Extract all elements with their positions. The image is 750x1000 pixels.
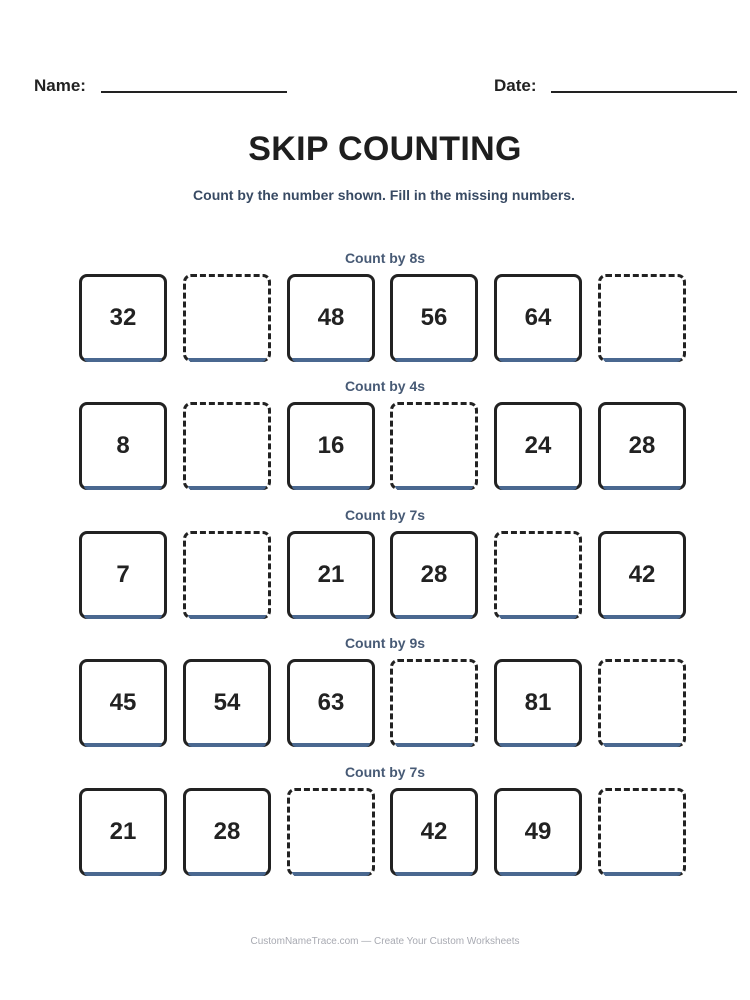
box-accent bbox=[188, 743, 266, 747]
number-box bbox=[287, 531, 375, 619]
box-accent bbox=[603, 358, 681, 362]
box-number: 32 bbox=[109, 304, 137, 331]
box-number: 8 bbox=[116, 432, 130, 459]
box-accent bbox=[395, 486, 473, 490]
number-box bbox=[183, 659, 271, 747]
number-row bbox=[79, 274, 691, 369]
section-label: Count by 4s bbox=[344, 378, 426, 394]
count-section bbox=[0, 506, 750, 588]
box-number bbox=[186, 405, 268, 487]
box-number bbox=[290, 791, 372, 873]
answer-box-blank[interactable] bbox=[183, 531, 271, 619]
box-number: 42 bbox=[628, 561, 656, 588]
box-number: 7 bbox=[116, 561, 130, 588]
count-section bbox=[0, 249, 750, 331]
box-number: 63 bbox=[317, 689, 345, 716]
number-row bbox=[79, 659, 691, 754]
number-box bbox=[494, 788, 582, 876]
answer-box-blank[interactable] bbox=[390, 659, 478, 747]
number-box bbox=[598, 402, 686, 490]
box-number: 56 bbox=[420, 304, 448, 331]
box-number: 24 bbox=[524, 432, 552, 459]
box-number: 21 bbox=[317, 561, 345, 588]
section-label: Count by 7s bbox=[344, 507, 426, 523]
number-box bbox=[390, 788, 478, 876]
date-line[interactable] bbox=[551, 91, 737, 93]
number-box bbox=[287, 402, 375, 490]
box-accent bbox=[188, 872, 266, 876]
box-accent bbox=[84, 615, 162, 619]
box-number bbox=[186, 534, 268, 616]
box-accent bbox=[84, 358, 162, 362]
number-box bbox=[79, 788, 167, 876]
number-box bbox=[390, 531, 478, 619]
box-accent bbox=[188, 358, 266, 362]
box-accent bbox=[292, 615, 370, 619]
number-box bbox=[79, 274, 167, 362]
number-row bbox=[79, 402, 691, 497]
number-box bbox=[494, 274, 582, 362]
section-label: Count by 7s bbox=[344, 764, 426, 780]
box-accent bbox=[292, 486, 370, 490]
box-number: 81 bbox=[524, 689, 552, 716]
box-number bbox=[186, 277, 268, 359]
box-number: 45 bbox=[109, 689, 137, 716]
box-number: 42 bbox=[420, 818, 448, 845]
box-accent bbox=[395, 615, 473, 619]
number-box bbox=[287, 274, 375, 362]
box-accent bbox=[395, 743, 473, 747]
box-number: 16 bbox=[317, 432, 345, 459]
box-accent bbox=[84, 743, 162, 747]
box-number bbox=[393, 662, 475, 744]
box-accent bbox=[395, 872, 473, 876]
number-box bbox=[183, 788, 271, 876]
box-number: 48 bbox=[317, 304, 345, 331]
box-accent bbox=[499, 615, 577, 619]
box-accent bbox=[603, 486, 681, 490]
box-number: 21 bbox=[109, 818, 137, 845]
count-section bbox=[0, 377, 750, 459]
answer-box-blank[interactable] bbox=[183, 274, 271, 362]
number-box bbox=[494, 402, 582, 490]
box-accent bbox=[292, 358, 370, 362]
box-accent bbox=[188, 615, 266, 619]
box-number: 28 bbox=[420, 561, 448, 588]
number-box bbox=[79, 531, 167, 619]
box-number: 28 bbox=[213, 818, 241, 845]
answer-box-blank[interactable] bbox=[183, 402, 271, 490]
answer-box-blank[interactable] bbox=[598, 788, 686, 876]
name-line[interactable] bbox=[101, 91, 287, 93]
box-accent bbox=[603, 615, 681, 619]
footer-text: CustomNameTrace.com — Create Your Custom Worksheets bbox=[250, 936, 520, 947]
box-accent bbox=[292, 743, 370, 747]
answer-box-blank[interactable] bbox=[494, 531, 582, 619]
instructions: Count by the number shown. Fill in the missing numbers. bbox=[193, 187, 575, 203]
section-label: Count by 9s bbox=[344, 635, 426, 651]
number-box bbox=[494, 659, 582, 747]
count-section bbox=[0, 634, 750, 716]
number-box bbox=[79, 402, 167, 490]
box-number bbox=[601, 277, 683, 359]
answer-box-blank[interactable] bbox=[287, 788, 375, 876]
box-accent bbox=[292, 872, 370, 876]
box-number bbox=[393, 405, 475, 487]
answer-box-blank[interactable] bbox=[598, 659, 686, 747]
box-number bbox=[601, 662, 683, 744]
number-row bbox=[79, 788, 691, 883]
answer-box-blank[interactable] bbox=[390, 402, 478, 490]
number-box bbox=[79, 659, 167, 747]
box-accent bbox=[499, 743, 577, 747]
box-accent bbox=[84, 486, 162, 490]
box-accent bbox=[499, 358, 577, 362]
box-number bbox=[601, 791, 683, 873]
page-title: SKIP COUNTING bbox=[248, 130, 522, 168]
box-accent bbox=[395, 358, 473, 362]
name-label: Name: bbox=[34, 76, 86, 95]
box-number: 64 bbox=[524, 304, 552, 331]
box-accent bbox=[84, 872, 162, 876]
answer-box-blank[interactable] bbox=[598, 274, 686, 362]
count-section bbox=[0, 763, 750, 845]
date-label: Date: bbox=[494, 76, 537, 95]
number-box bbox=[598, 531, 686, 619]
box-accent bbox=[603, 872, 681, 876]
box-number: 28 bbox=[628, 432, 656, 459]
box-number bbox=[497, 534, 579, 616]
header-row bbox=[0, 76, 750, 98]
box-accent bbox=[603, 743, 681, 747]
box-accent bbox=[499, 486, 577, 490]
number-row bbox=[79, 531, 691, 626]
box-accent bbox=[188, 486, 266, 490]
box-accent bbox=[499, 872, 577, 876]
section-label: Count by 8s bbox=[344, 250, 426, 266]
number-box bbox=[287, 659, 375, 747]
number-box bbox=[390, 274, 478, 362]
box-number: 54 bbox=[213, 689, 241, 716]
box-number: 49 bbox=[524, 818, 552, 845]
